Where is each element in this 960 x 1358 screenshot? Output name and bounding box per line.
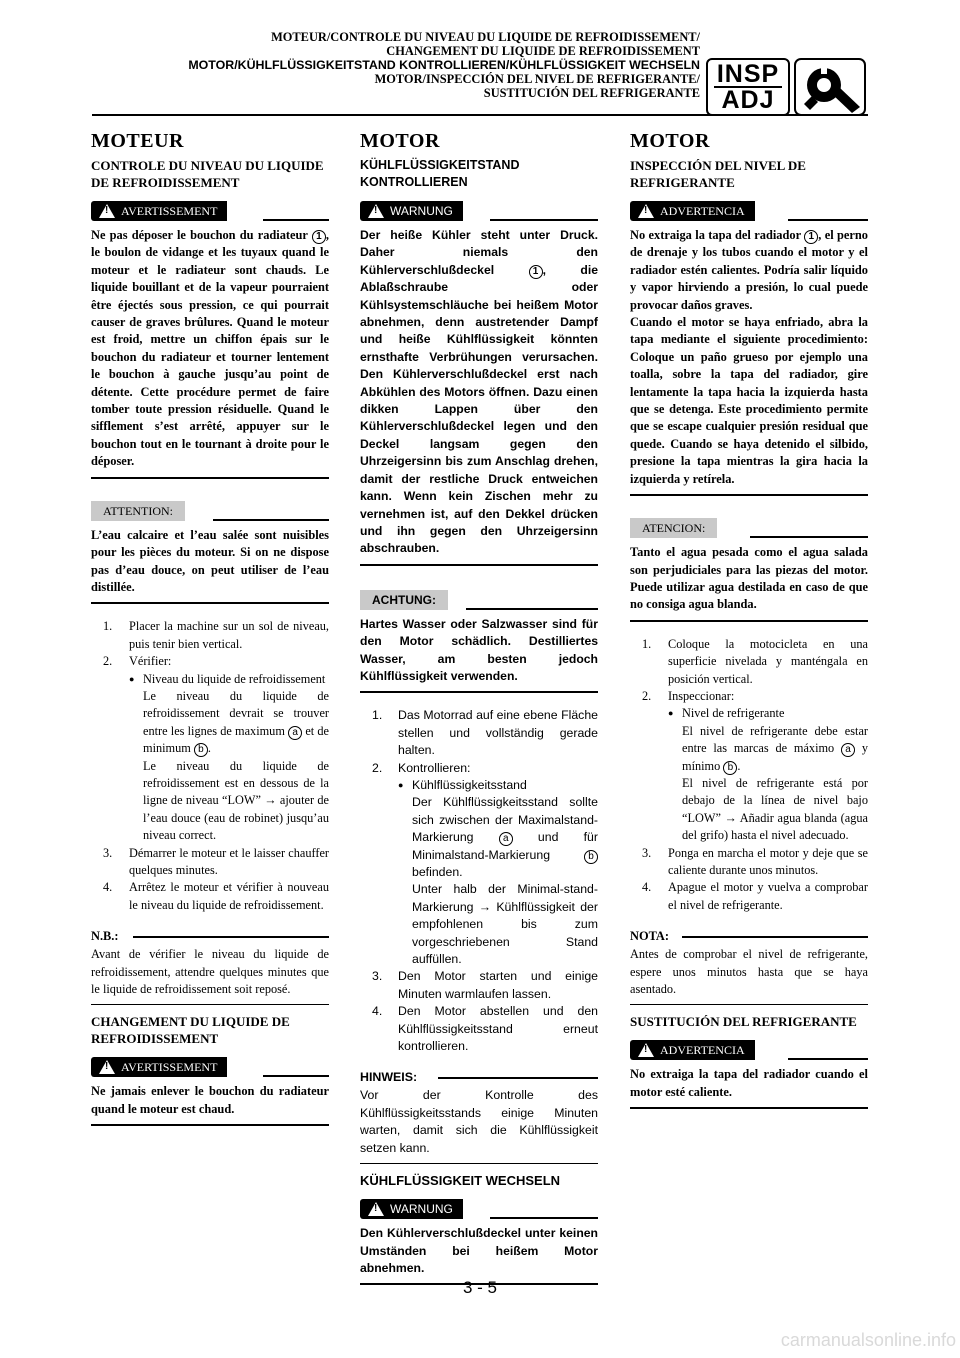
es-subtitle-change: SUSTITUCIÓN DEL REFRIGERANTE	[630, 1014, 857, 1030]
step-text: Ponga en marcha el motor y deje que se caliente durante unos minutos.	[668, 845, 868, 877]
de-caution-header	[360, 590, 598, 612]
step-number: 3.	[372, 969, 383, 984]
step-number: 1.	[642, 636, 652, 651]
fr-note-end-rule	[91, 1004, 329, 1005]
fr-warning2-body: Ne jamais enlever le bouchon du radiateur quand le moteur est chaud.	[91, 1084, 329, 1116]
step-number: 2.	[372, 760, 383, 775]
step-text: Das Motorrad auf eine ebene Fläche stellen und vollständig gerade halten.	[398, 708, 598, 758]
step-text: Coloque la motocicleta en una superficie nivelada y manténgala en posición vertical.	[668, 636, 868, 686]
fr-caution-label: ATTENTION:	[91, 501, 185, 521]
caution-rule	[213, 519, 329, 521]
de-warning2-text: WARNUNG	[390, 1202, 453, 1217]
de-warning-label	[360, 201, 463, 221]
mark-1: 1	[312, 230, 326, 244]
de-note-label: HINWEIS:	[360, 1070, 418, 1085]
fr-warning2-end-rule	[91, 1124, 329, 1126]
es-step-2-bullet: ● Nivel de refrigerante	[668, 705, 868, 722]
de-warning2-label	[360, 1199, 463, 1219]
es-step-3	[630, 845, 868, 880]
page-number: 3 - 5	[462, 1278, 498, 1297]
es-title: MOTOR	[630, 130, 710, 152]
step-number: 1.	[372, 708, 383, 723]
es-warning2-label	[630, 1040, 755, 1060]
mark-1: 1	[804, 230, 818, 244]
fr-caution-header	[91, 501, 329, 523]
es-caution-header	[630, 518, 868, 540]
header-line-2: CHANGEMENT DU LIQUIDE DE REFROIDISSEMENT	[386, 44, 700, 58]
de-warning2-body: Den Kühlerverschlußdeckel unter keinen Umständen bei heißem Motor abnehmen.	[360, 1226, 598, 1275]
es-warning2-end-rule	[630, 1107, 868, 1109]
detail-text: befinden.	[412, 865, 463, 879]
fr-step-2-detail-low: Le niveau du liquide de refroidissement est en dessous de la ligne de niveau “LOW” → ajouter de l’eau douce (eau de robinet) jusqu’au niveau correct.	[143, 758, 329, 843]
fr-steps	[91, 618, 329, 914]
column-french	[91, 124, 329, 1132]
warning-rule	[490, 219, 598, 221]
mark-1: 1	[529, 265, 543, 279]
warning-rule	[263, 1075, 329, 1077]
es-caution-label: ATENCION:	[630, 518, 717, 538]
fr-step-3	[91, 845, 329, 880]
step-text: Apague el motor y vuelva a comprobar el nivel de refrigerante.	[668, 880, 868, 912]
es-note-body: Antes de comprobar el nivel de refrigerante, espere unos minutos hasta que se haya asentado.	[630, 947, 868, 997]
de-note-header	[360, 1069, 598, 1087]
fr-warning-header	[91, 201, 329, 223]
header-line-4: MOTOR/INSPECCIÓN DEL NIVEL DE REFRIGERANTE/	[374, 72, 700, 86]
step-number: 2.	[103, 654, 113, 669]
detail-text: El nivel de refrigerante debe estar entre las marcas de máximo	[682, 723, 868, 756]
note-rule	[682, 936, 868, 938]
warning-triangle-icon	[368, 204, 384, 218]
es-warning2-text: ADVERTENCIA	[660, 1043, 745, 1058]
es-step-2	[630, 688, 868, 845]
es-warning2-body: No extraiga la tapa del radiador cuando el motor esté caliente.	[630, 1067, 868, 1099]
step-number: 2.	[642, 688, 652, 703]
de-caution-label: ACHTUNG:	[360, 590, 448, 610]
step-text: Den Motor starten und einige Minuten warmlaufen lassen.	[398, 969, 598, 1001]
fr-note-label: N.B.:	[91, 929, 119, 944]
fr-subtitle-change: CHANGEMENT DU LIQUIDE DE REFROIDISSEMENT	[91, 1014, 290, 1047]
badge-top-text: INSP	[716, 60, 780, 88]
step-text: Arrêtez le moteur et vérifier à nouveau le niveau du liquide de refroidissement.	[129, 880, 329, 912]
es-warning-part-b: , el perno de drenaje y los tubos cuando el motor y el radiador estén calientes. Podría salir líquido y vapor hirviendo a presión, lo cual puede provocar daños graves.	[630, 228, 869, 312]
es-caution-end-rule	[630, 620, 868, 622]
de-warning-part-a: Der heiße Kühler steht unter Druck. Daher niemals den Kühlerverschlußdeckel	[360, 228, 598, 277]
es-caution-body: Tanto el agua pesada como el agua salada son perjudiciales para las piezas del motor. Puede utilizar agua destilada en caso de que no consiga agua blanda.	[630, 545, 868, 612]
fr-warning-label	[91, 201, 227, 221]
de-step-2	[360, 760, 598, 969]
mark-a: a	[499, 832, 513, 846]
detail-text: und für Minimalstand-Markierung	[412, 830, 598, 862]
header-line-5: SUSTITUCIÓN DEL REFRIGERANTE	[483, 86, 700, 100]
fr-step-2-bullet: ● Niveau du liquide de refroidissement	[129, 671, 329, 688]
fr-warning2-label	[91, 1057, 227, 1077]
fr-step-1	[91, 618, 329, 653]
header-line-3: MOTOR/KÜHLFLÜSSIGKEITSTAND KONTROLLIEREN/KÜHLFLÜSSIGKEIT WECHSELN	[188, 58, 700, 72]
fr-warning-end-rule	[91, 477, 329, 479]
header-line-1: MOTEUR/CONTROLE DU NIVEAU DU LIQUIDE DE REFROIDISSEMENT/	[271, 30, 700, 44]
column-spanish	[630, 124, 868, 1115]
fr-note-body: Avant de vérifier le niveau du liquide de refroidissement, attendre quelques minutes que le liquide de refroidissement soit reposé.	[91, 947, 329, 997]
step-number: 4.	[103, 880, 113, 895]
es-warning-body	[630, 227, 868, 314]
note-rule	[438, 1077, 598, 1079]
step-number: 3.	[103, 845, 113, 860]
fr-caution-body: L’eau calcaire et l’eau salée sont nuisibles pour les pièces du moteur. Si on ne dispose pas d’eau douce, on peut utiliser de l’eau distillée.	[91, 527, 329, 594]
step-text: Démarrer le moteur et le laisser chauffer quelques minutes.	[129, 845, 329, 877]
page-header	[60, 30, 700, 100]
de-note-body: Vor der Kontrolle des Kühlflüssigkeitsstands einige Minuten warten, damit sich die Kühlflüssigkeit setzen kann.	[360, 1088, 598, 1155]
de-step-3	[360, 968, 598, 1003]
caution-rule	[750, 536, 868, 538]
de-step-2-bullet: ● Kühlflüssigkeitsstand	[398, 777, 598, 794]
de-warning-part-b: , die Ablaßschraube oder Kühlsystemschläuche bei heißem Motor abnehmen, denn austretender Dampf und heiße Kühlflüssigkeit könnten ernsthafte Verbrühungen verursachen. Den Kühlerverschlußdeckel erst nach Abkühlen des Motors öffnen. Dazu einen dikken Lappen über den Kühlerverschlußdeckel legen und den Deckel langsam gegen den Uhrzeigersinn bis zum Anschlag drehen, damit der restliche Druck entweichen kann. Wenn kein Zischen mehr zu vernehmen ist, auf den Dekkel drücken und ihn gegen den Uhrzeigersinn abschrauben.	[360, 262, 598, 556]
mark-a: a	[841, 743, 855, 757]
de-step-2-detail	[398, 794, 598, 881]
fr-step-4	[91, 879, 329, 914]
es-note-end-rule	[630, 1004, 868, 1005]
de-caution-body: Hartes Wasser oder Salzwasser sind für den Motor schädlich. Destilliertes Wasser, am besten jedoch Kühlflüssigkeit verwenden.	[360, 616, 598, 683]
de-warning2-header	[360, 1199, 598, 1221]
step-text: Kontrollieren:	[398, 760, 471, 775]
fr-warning-part-b: , le boulon de vidange et les tuyaux quand le moteur et le radiateur sont chauds. Le liquide bouillant et de la vapeur pourraient être éjectés sous pression, ce qui pourrait causer de graves brûlures. Quand le moteur est froid, mettre un chiffon épais sur le bouchon du radiateur et tourner lentement le bouchon à gauche jusqu’au point de détente. Cette procédure permet de faire tomber toute pression résiduelle. Quand le sifflement s’est arrêté, appuyer sur le bouchon tout en le tournant à droite pour le déposer.	[91, 228, 329, 469]
detail-text: .	[737, 758, 741, 773]
step-text: Inspeccionar:	[668, 688, 735, 703]
warning-triangle-icon	[638, 204, 654, 218]
es-subtitle-check: INSPECCIÓN DEL NIVEL DE REFRIGERANTE	[630, 158, 806, 190]
step-text: Vérifier:	[129, 654, 172, 669]
fr-note-header	[91, 928, 329, 946]
step-text: Den Motor abstellen und den Kühlflüssigkeitsstand erneut kontrollieren.	[398, 1004, 598, 1054]
wrench-icon	[794, 58, 866, 116]
es-step-2-detail-low: El nivel de refrigerante está por debajo de la línea de nivel bajo “LOW” → Añadir agua blanda (agua del grifo) hasta el nivel adecuado.	[682, 775, 868, 843]
detail-text: y mínimo	[682, 741, 868, 773]
step-number: 4.	[642, 880, 652, 895]
step-number: 3.	[642, 845, 652, 860]
step-text: Placer la machine sur un sol de niveau, puis tenir bien vertical.	[129, 619, 329, 651]
es-step-4	[630, 879, 868, 914]
es-warning-text: ADVERTENCIA	[660, 204, 745, 218]
warning-rule	[263, 219, 329, 221]
de-steps	[360, 707, 598, 1055]
fr-warning-text: AVERTISSEMENT	[121, 204, 218, 218]
step-number: 4.	[372, 1004, 383, 1019]
note-rule	[133, 936, 329, 938]
de-warning-end-rule	[360, 564, 598, 566]
badge-bottom-text: ADJ	[721, 86, 775, 114]
detail-text: et de minimum	[143, 723, 329, 756]
es-step-2-detail	[668, 723, 868, 775]
warning-triangle-icon	[99, 204, 115, 218]
fr-step-2-detail	[129, 688, 329, 758]
mark-b: b	[584, 850, 598, 864]
de-step-1	[360, 707, 598, 759]
fr-title: MOTEUR	[91, 130, 184, 152]
warning-triangle-icon	[638, 1043, 654, 1057]
de-caution-end-rule	[360, 691, 598, 693]
fr-caution-end-rule	[91, 602, 329, 604]
de-subtitle-change: KÜHLFLÜSSIGKEIT WECHSELN	[360, 1173, 561, 1189]
warning-rule	[788, 219, 868, 221]
step-number: 1.	[103, 619, 113, 634]
fr-warning-part-a: Ne pas déposer le bouchon du radiateur	[91, 228, 312, 242]
warning-triangle-icon	[368, 1202, 384, 1216]
es-note-label: NOTA:	[630, 929, 670, 944]
de-step-2-detail-low: Unter halb der Minimal-stand-Markierung → Kühlflüssigkeit der empfohlenen bis zum vorgeschriebenen Stand auffüllen.	[412, 882, 598, 967]
fr-step-2	[91, 653, 329, 844]
warning-rule	[490, 1217, 598, 1219]
caution-rule	[466, 608, 598, 610]
es-warning-part-a: No extraiga la tapa del radiador	[630, 228, 805, 242]
warning-triangle-icon	[99, 1060, 115, 1074]
mark-b: b	[723, 761, 737, 775]
warning-rule	[788, 1058, 868, 1060]
detail-text: Le niveau du liquide de refroidissement devrait se trouver entre les lignes de maximum	[143, 688, 329, 738]
fr-subtitle-check: CONTROLE DU NIVEAU DU LIQUIDE DE REFROIDISSEMENT	[91, 158, 324, 190]
de-note-end-rule	[360, 1163, 598, 1164]
es-warning2-header	[630, 1040, 868, 1062]
fr-warning2-header	[91, 1057, 329, 1079]
de-warning-header	[360, 201, 598, 223]
de-step-4	[360, 1003, 598, 1055]
es-note-header	[630, 928, 868, 946]
column-german	[360, 124, 598, 1291]
de-warning-text: WARNUNG	[390, 204, 453, 218]
fr-warning-body	[91, 227, 329, 471]
es-warning-body-2: Cuando el motor se haya enfriado, abra la tapa mediante el siguiente procedimiento: Coloque un paño grueso por ejemplo una toalla, sobre la tapa del radiador, gire lentamente la tapa hacia la izquierda hasta que se detenga. Este procedimiento permite que se escape cualquier presión residual que quede. Cuando se haya detenido el silbido, presione la tapa mientras la gira hacia la izquierda y retírela.	[630, 315, 868, 486]
insp-adj-badge	[706, 58, 790, 116]
detail-text: Der Kühlflüssigkeitsstand sollte sich zwischen der Maximalstand-Markierung	[412, 795, 598, 845]
es-warning-end-rule	[630, 494, 868, 496]
de-warning-body	[360, 227, 598, 558]
de-subtitle-check: KÜHLFLÜSSIGKEITSTAND KONTROLLIEREN	[360, 158, 520, 189]
watermark: carmanualsonline.info	[780, 1330, 956, 1350]
es-steps	[630, 636, 868, 915]
mark-b: b	[194, 743, 208, 757]
fr-warning2-text: AVERTISSEMENT	[121, 1060, 218, 1075]
es-warning-header	[630, 201, 868, 223]
mark-a: a	[288, 726, 302, 740]
es-step-1	[630, 636, 868, 688]
de-title: MOTOR	[360, 130, 440, 152]
es-warning-label	[630, 201, 755, 221]
detail-text: .	[207, 741, 211, 756]
